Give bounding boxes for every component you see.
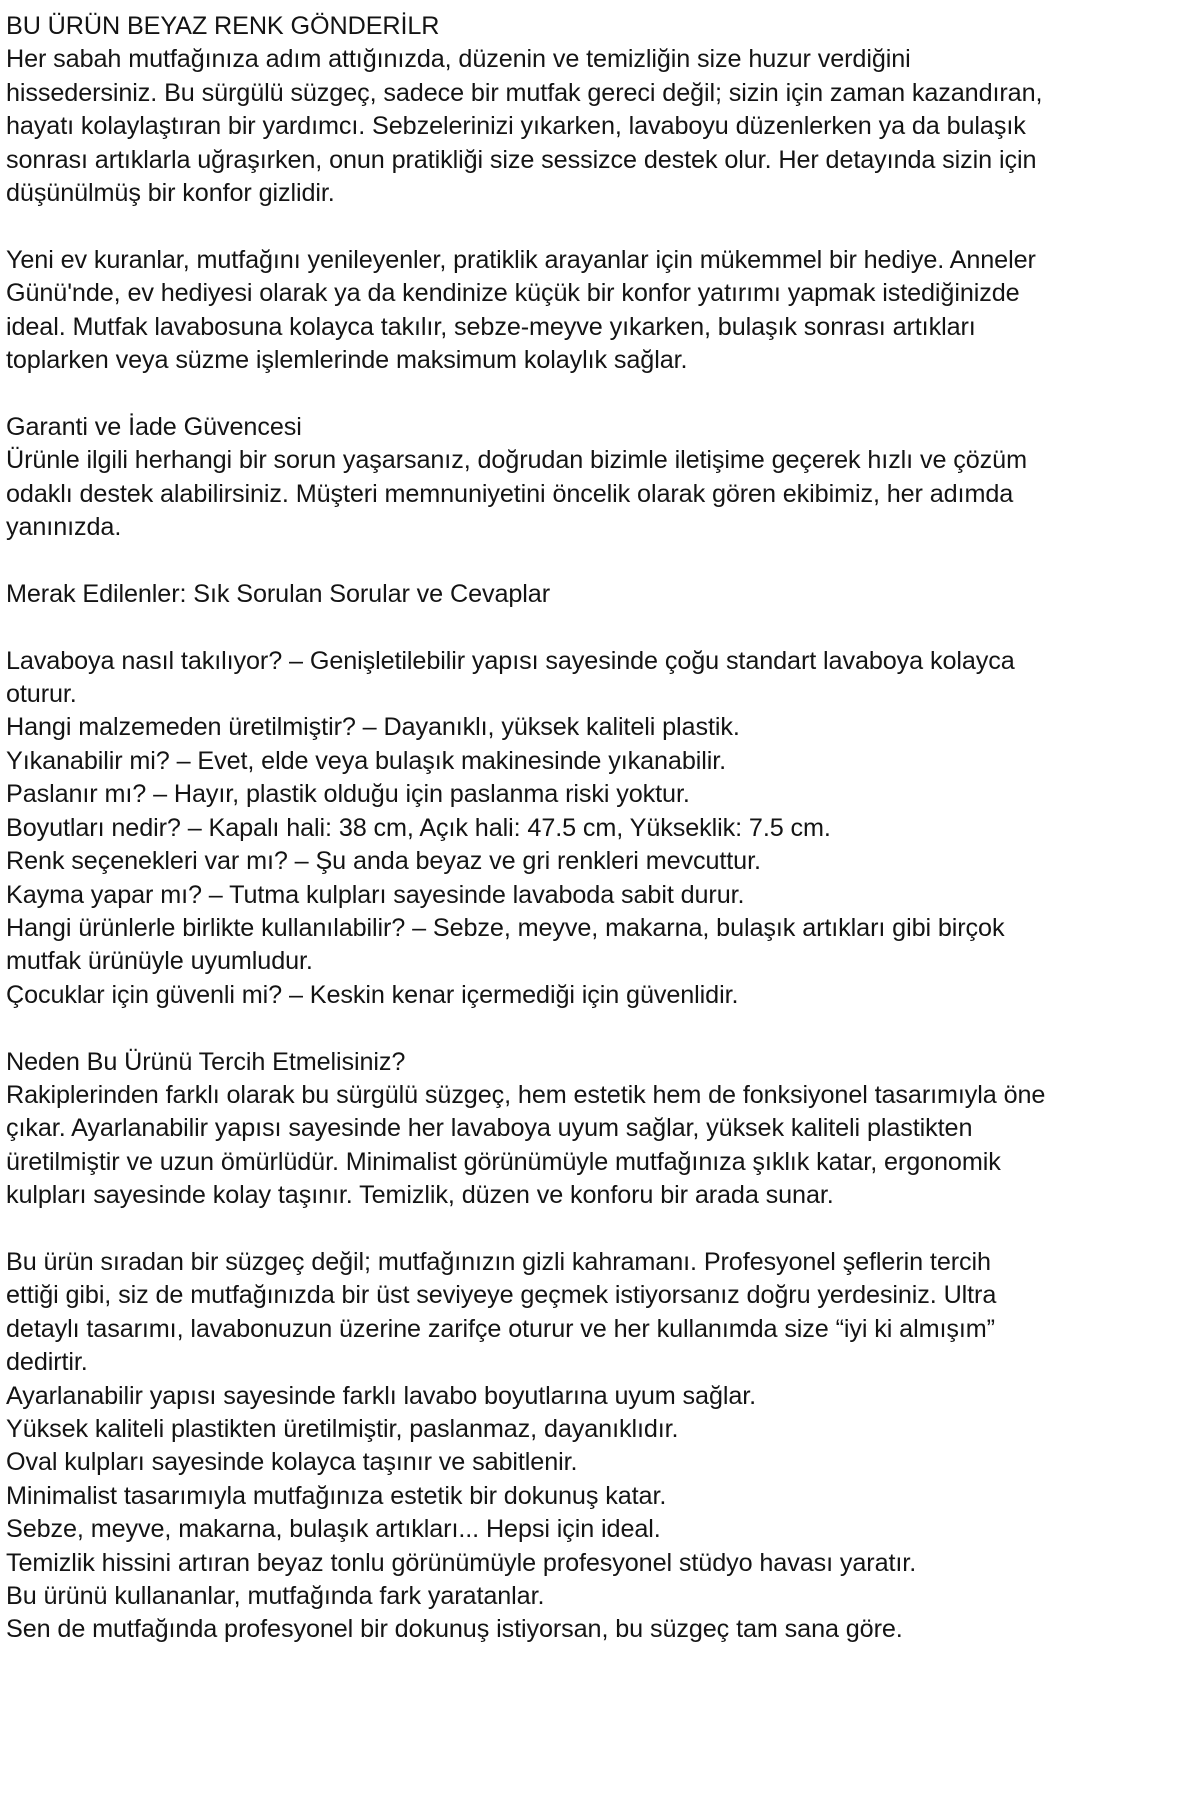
intro-paragraph: Her sabah mutfağınıza adım attığınızda, düzenin ve temizliğin size huzur verdiğini hissedersiniz. Bu sürgülü süzgeç, sadece bir mutfak gereci değil; sizin için zaman kazandıran, hayatı kolaylaştıran bir yardımcı. Sebzelerinizi yıkarken, lavaboyu düzenlerken ya da bulaşık sonrası artıklarla uğraşırken, onun pratikliği size sessizce destek olur. Her detayında sizin için düşünülmüş bir konfor gizlidir. (6, 45, 1043, 208)
why-choose-heading: Neden Bu Ürünü Tercih Etmelisiniz? (6, 1047, 406, 1076)
closing-bullet: Oval kulpları sayesinde kolayca taşınır ve sabitlenir. (6, 1448, 578, 1477)
faq-item: Çocuklar için güvenli mi? – Keskin kenar içermediği için güvenlidir. (6, 980, 739, 1009)
closing-bullet: Bu ürünü kullananlar, mutfağında fark yaratanlar. (6, 1582, 545, 1610)
warranty-body: Ürünle ilgili herhangi bir sorun yaşarsanız, doğrudan bizimle iletişime geçerek hızlı ve çözüm odaklı destek alabilirsiniz. Müşteri memnuniyetini öncelik olarak gören ekibimiz, her adımda yanınızda. (6, 446, 1027, 542)
why-choose-body: Rakiplerinden farklı olarak bu sürgülü süzgeç, hem estetik hem de fonksiyonel tasarımıyla öne çıkar. Ayarlanabilir yapısı sayesinde her lavaboya uyum sağlar, yüksek kaliteli plastikten üretilmiştir ve uzun ömürlüdür. Minimalist görünümüyle mutfağınıza şıklık katar, ergonomik kulpları sayesinde kolay taşınır. Temizlik, düzen ve konforu bir arada sunar. (6, 1080, 1046, 1210)
spacer (6, 544, 1046, 577)
warranty-block (6, 411, 1046, 545)
faq-heading: Merak Edilenler: Sık Sorulan Sorular ve Cevaplar (6, 579, 550, 608)
faq-heading-block (6, 578, 1046, 611)
faq-list (6, 645, 1046, 1012)
closing-bullet: Sen de mutfağında profesyonel bir dokunuş istiyorsan, bu süzgeç tam sana göre. (6, 1615, 903, 1644)
spacer (6, 377, 1046, 410)
closing-bullet: Minimalist tasarımıyla mutfağınıza estetik bir dokunuş katar. (6, 1481, 667, 1510)
spacer (6, 1012, 1046, 1045)
gift-block (6, 244, 1046, 378)
faq-item: Yıkanabilir mi? – Evet, elde veya bulaşık makinesinde yıkanabilir. (6, 746, 727, 775)
why-choose-block (6, 1046, 1046, 1213)
faq-item: Lavaboya nasıl takılıyor? – Genişletilebilir yapısı sayesinde çoğu standart lavaboya kolayca oturur. (6, 646, 1015, 709)
faq-item: Renk seçenekleri var mı? – Şu anda beyaz ve gri renkleri mevcuttur. (6, 847, 761, 876)
spacer (6, 1213, 1046, 1246)
spacer (6, 611, 1046, 644)
closing-block (6, 1246, 1046, 1647)
closing-bullet: Temizlik hissini artıran beyaz tonlu görünümüyle profesyonel stüdyo havası yaratır. (6, 1548, 917, 1577)
faq-item: Hangi ürünlerle birlikte kullanılabilir? – Sebze, meyve, makarna, bulaşık artıkları gibi birçok mutfak ürünüyle uyumludur. (6, 913, 1005, 976)
gift-paragraph: Yeni ev kuranlar, mutfağını yenileyenler, pratiklik arayanlar için mükemmel bir hediye. Anneler Günü'nde, ev hediyesi olarak ya da kendinize küçük bir konfor yatırımı yapmak istediğinizde ideal. Mutfak lavabosuna kolayca takılır, sebze-meyve yıkarken, bulaşık sonrası artıkları toplarken veya süzme işlemlerinde maksimum kolaylık sağlar. (6, 245, 1036, 375)
closing-bullet: Yüksek kaliteli plastikten üretilmiştir, paslanmaz, dayanıklıdır. (6, 1414, 679, 1443)
title-block (6, 10, 1046, 43)
page-title: BU ÜRÜN BEYAZ RENK GÖNDERİLR (6, 12, 440, 40)
closing-paragraph: Bu ürün sıradan bir süzgeç değil; mutfağınızın gizli kahramanı. Profesyonel şeflerin tercih ettiği gibi, siz de mutfağınızda bir üst seviyeye geçmek istiyorsanız doğru yerdesiniz. Ultra detaylı tasarımı, lavabonuzun üzerine zarifçe oturur ve her kullanımda size “iyi ki almışım” dedirtir. (6, 1247, 997, 1377)
faq-item: Hangi malzemeden üretilmiştir? – Dayanıklı, yüksek kaliteli plastik. (6, 713, 740, 742)
closing-bullet: Sebze, meyve, makarna, bulaşık artıkları... Hepsi için ideal. (6, 1515, 661, 1544)
spacer (6, 210, 1046, 243)
intro-block (6, 43, 1046, 210)
faq-item: Paslanır mı? – Hayır, plastik olduğu için paslanma riski yoktur. (6, 780, 690, 809)
warranty-heading: Garanti ve İade Güvencesi (6, 412, 302, 441)
faq-item: Boyutları nedir? – Kapalı hali: 38 cm, Açık hali: 47.5 cm, Yükseklik: 7.5 cm. (6, 813, 831, 842)
faq-item: Kayma yapar mı? – Tutma kulpları sayesinde lavaboda sabit durur. (6, 880, 745, 909)
closing-bullet: Ayarlanabilir yapısı sayesinde farklı lavabo boyutlarına uyum sağlar. (6, 1381, 757, 1410)
product-description-body (6, 10, 1046, 1647)
